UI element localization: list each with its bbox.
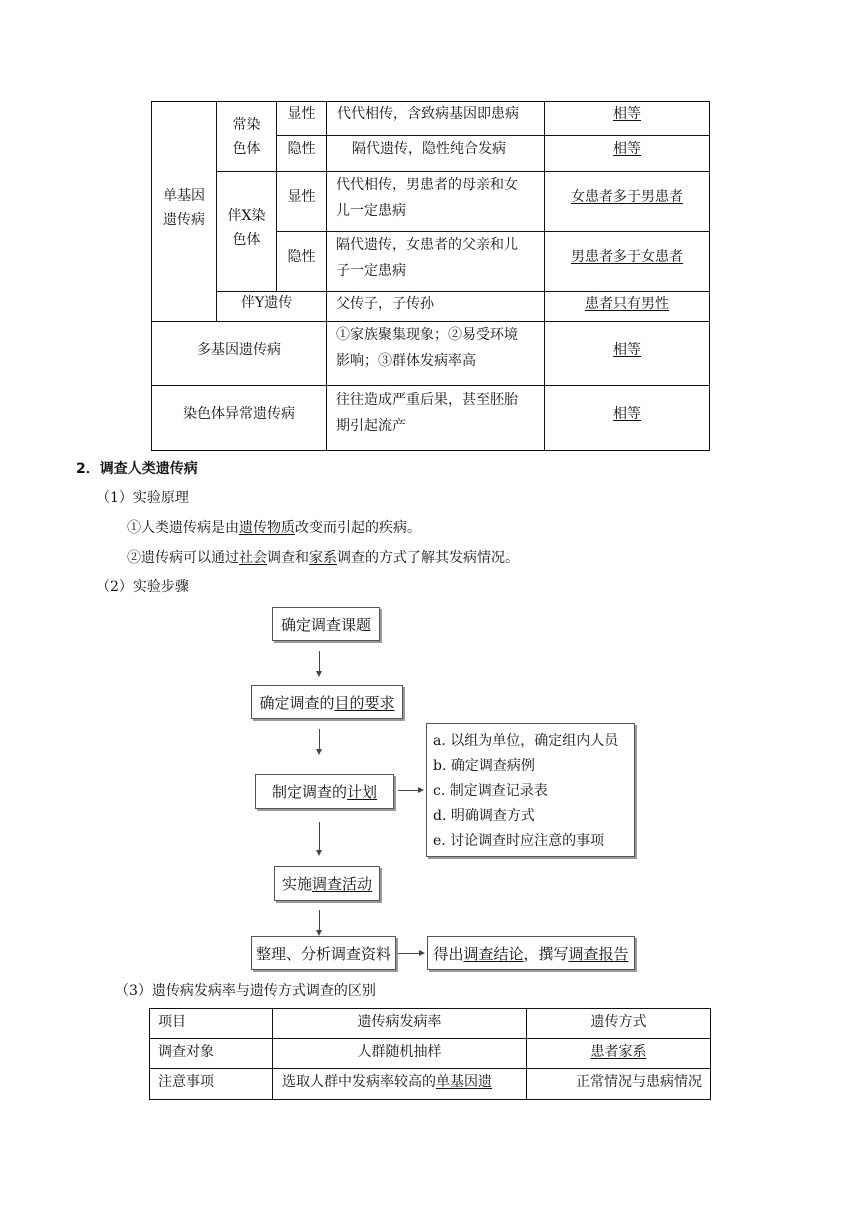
row-subject-mode: 患者家系 [590, 1044, 647, 1060]
row-notes-label: 注意事项 [158, 1074, 214, 1090]
section-3-heading: （3）遗传病发病率与遗传方式调查的区别 [115, 983, 376, 999]
ad-ratio: 相等 [613, 106, 641, 122]
flow-step-topic: 确定调查课题 [272, 607, 380, 641]
x-recessive-label: 隐性 [287, 249, 316, 265]
recessive-label: 隐性 [287, 141, 316, 157]
flow-step-implement: 实施 调查活动 [274, 866, 380, 901]
plan-item-a: a. 以组为单位，确定组内人员 [433, 733, 619, 750]
chromosomal-feature-1: 往往造成严重后果，甚至胚胎 [336, 392, 518, 408]
y-linked-label: 伴Y遗传 [241, 295, 293, 311]
header-mode: 遗传方式 [590, 1014, 647, 1030]
polygenic-feature-1: ①家族聚集现象；②易受环境 [336, 327, 518, 343]
plan-item-b: b. 确定调查病例 [433, 758, 535, 775]
flow-arrow-1 [319, 651, 320, 671]
ar-feature: 隔代遗传，隐性纯合发病 [352, 141, 506, 157]
flow-arrow-4 [319, 910, 320, 930]
flow-step-purpose: 确定调查的 目的要求 [251, 685, 403, 719]
flow-step-result: 得出 调查结论 ，撰写 调查报告 [427, 936, 635, 970]
xd-feature-1: 代代相传，男患者的母亲和女 [336, 177, 518, 193]
row-subject-label: 调查对象 [158, 1044, 214, 1060]
plan-item-c: c. 制定调查记录表 [433, 782, 548, 799]
row-notes-incidence: 选取人群中发病率较高的单基因遗 [282, 1074, 492, 1090]
y-ratio: 患者只有男性 [585, 296, 669, 312]
chromosomal-label: 染色体异常遗传病 [183, 406, 295, 422]
x-dominant-label: 显性 [287, 189, 316, 205]
flow-arrow-3 [319, 822, 320, 850]
flow-arrow-2 [319, 729, 320, 749]
dominant-label: 显性 [287, 106, 316, 122]
subheading-principle: （1）实验原理 [96, 490, 189, 506]
y-feature: 父传子，子传孙 [336, 296, 434, 312]
section-2-heading: 2．调查人类遗传病 [76, 461, 198, 477]
polygenic-label: 多基因遗传病 [197, 342, 281, 358]
single-gene-label: 单基因遗传病 [163, 188, 205, 228]
ad-feature: 代代相传，含致病基因即患病 [337, 106, 519, 122]
header-item: 项目 [158, 1014, 186, 1030]
xd-ratio: 女患者多于男患者 [571, 189, 683, 205]
xd-feature-2: 儿一定患病 [336, 203, 406, 219]
autosomal-label: 常染色体 [232, 117, 261, 157]
chromosomal-ratio: 相等 [613, 406, 641, 422]
plan-details-box [426, 723, 635, 857]
plan-item-e: e. 讨论调查时应注意的事项 [433, 832, 605, 849]
flow-arrow-5 [398, 953, 419, 954]
flow-step-analyze: 整理、分析调查资料 [251, 936, 396, 970]
plan-item-d: d. 明确调查方式 [433, 807, 535, 824]
polygenic-ratio: 相等 [613, 342, 641, 358]
row-subject-incidence: 人群随机抽样 [357, 1044, 442, 1060]
xr-ratio: 男患者多于女患者 [571, 249, 683, 265]
x-linked-label: 伴X染色体 [227, 208, 266, 248]
ar-ratio: 相等 [613, 141, 641, 157]
flow-arrow-to-plan-details [398, 790, 418, 791]
polygenic-feature-2: 影响；③群体发病率高 [336, 353, 476, 369]
header-incidence: 遗传病发病率 [357, 1014, 442, 1030]
principle-1: ①人类遗传病是由遗传物质改变而引起的疾病。 [127, 520, 421, 536]
subheading-steps: （2）实验步骤 [96, 579, 189, 595]
principle-2: ②遗传病可以通过社会调查和家系调查的方式了解其发病情况。 [127, 550, 519, 566]
xr-feature-2: 子一定患病 [336, 263, 406, 279]
xr-feature-1: 隔代遗传，女患者的父亲和儿 [336, 237, 518, 253]
row-notes-mode: 正常情况与患病情况 [576, 1074, 702, 1090]
flow-step-plan: 制定调查的 计划 [255, 774, 394, 809]
chromosomal-feature-2: 期引起流产 [336, 418, 406, 434]
